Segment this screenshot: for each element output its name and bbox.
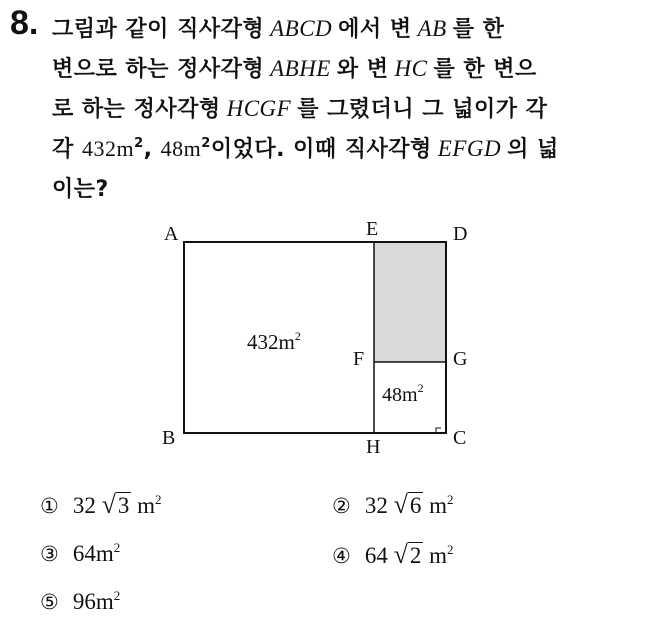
separator: , [143,137,153,162]
option-mark: ③ [40,542,59,566]
option-exponent: 2 [113,540,121,555]
area-value: 48 [160,136,184,161]
math-term: AB [417,16,447,41]
question-text: 와 변 [336,57,389,82]
question-text: 이었다. 이때 직사각형 [210,137,432,162]
option-unit: m [95,589,114,614]
math-term: HC [394,56,428,81]
question-line-5 [52,172,109,203]
square-root [394,540,424,570]
option-coefficient: 64 [72,541,96,566]
area-exponent: 2 [201,136,211,151]
question-text: 를 한 [452,17,505,42]
option-coefficient: 32 [364,493,388,518]
point-label-b: B [162,427,176,449]
math-term: HCGF [226,96,292,121]
option-exponent: 2 [155,492,162,507]
option-unit: m [429,543,447,568]
radicand: 3 [117,493,130,518]
question-line-2 [52,52,537,83]
option-unit: m [95,541,114,566]
geometry-diagram [150,208,500,458]
area-unit: m [183,136,202,161]
answer-option-2[interactable] [332,490,454,520]
square-root [394,490,424,520]
point-label-c: C [453,427,467,449]
area-value: 432 [81,136,117,161]
option-coefficient: 64 [364,543,388,568]
math-term: ABHE [270,56,331,81]
option-mark: ① [40,494,59,518]
answer-option-4[interactable] [332,540,454,570]
answer-option-1[interactable] [40,490,162,520]
area-label-large: $432m^2$ [247,329,301,354]
option-unit: m [429,493,447,518]
option-exponent: 2 [447,492,454,507]
radical-sign: √ [101,490,116,519]
option-coefficient: 32 [72,493,96,518]
answer-option-3[interactable] [40,540,120,567]
option-unit: m [137,493,155,518]
option-mark: ② [332,494,351,518]
point-label-h: H [366,436,381,458]
point-label-g: G [453,348,468,370]
question-text: 를 그렸더니 그 넓이가 각 [297,97,548,122]
point-label-d: D [453,223,468,245]
question-text: 로 하는 정사각형 [52,97,221,122]
point-label-f: F [353,348,365,370]
point-label-e: E [366,218,379,240]
question-text: 각 [52,137,74,162]
question-number: 8. [10,4,39,42]
option-exponent: 2 [113,588,121,603]
option-mark: ⑤ [40,590,59,614]
question-text: 의 넓 [507,137,559,162]
square-root [102,490,132,520]
question-text: 를 한 변으 [433,57,537,82]
question-text: 그림과 같이 직사각형 [52,17,265,42]
question-text: 이는? [52,177,109,202]
question-text: 에서 변 [338,17,412,42]
radical-sign: √ [393,490,408,519]
area-exponent: 2 [134,136,144,151]
answer-option-5[interactable] [40,588,120,615]
point-label-a: A [164,223,179,245]
area-unit: m [116,136,135,161]
question-line-1 [52,12,504,43]
option-coefficient: 96 [72,589,96,614]
math-term: ABCD [270,16,333,41]
shaded-rectangle-efgd [374,242,446,362]
radical-sign: √ [393,540,408,569]
option-mark: ④ [332,544,351,568]
option-exponent: 2 [447,542,454,557]
radicand: 6 [409,493,422,518]
question-text: 변으로 하는 정사각형 [52,57,265,82]
area-label-small: $48m^2$ [382,381,424,406]
radicand: 2 [409,543,422,568]
question-line-3 [52,92,547,123]
math-term: EFGD [437,136,502,161]
question-line-4 [52,132,559,163]
